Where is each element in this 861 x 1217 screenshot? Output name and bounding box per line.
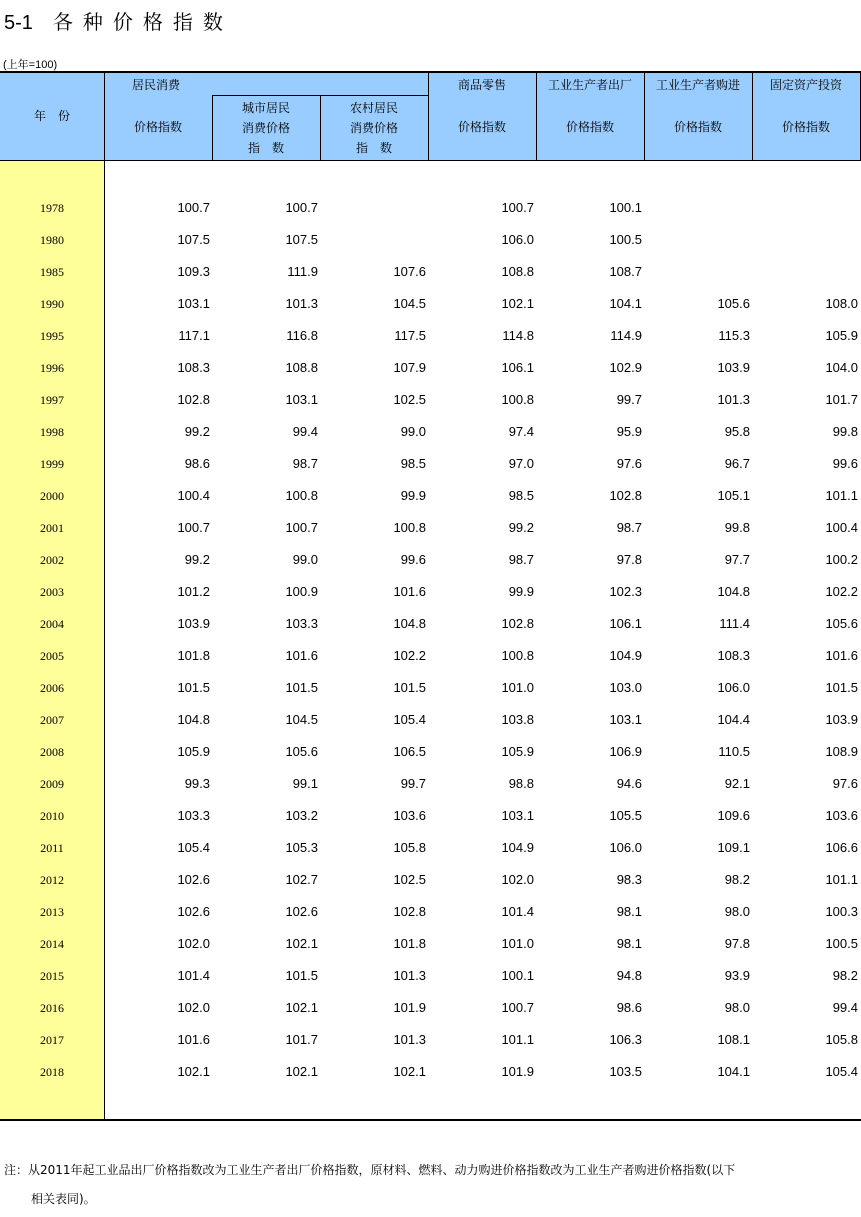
purchase-index-cell: 108.1 bbox=[717, 1032, 750, 1047]
cpi-cell: 102.0 bbox=[177, 1000, 210, 1015]
cpi-cell: 109.3 bbox=[177, 264, 210, 279]
ppi-cell: 95.9 bbox=[616, 424, 642, 439]
year-cell: 2003 bbox=[40, 585, 64, 599]
table-row bbox=[0, 584, 861, 616]
ppi-cell: 102.9 bbox=[609, 360, 642, 375]
ppi-cell: 103.0 bbox=[609, 680, 642, 695]
table-body bbox=[0, 200, 861, 1096]
urban-cpi-cell: 103.3 bbox=[285, 616, 318, 631]
retail-index-cell: 102.1 bbox=[501, 296, 534, 311]
purchase-index-cell: 104.4 bbox=[717, 712, 750, 727]
table-row bbox=[0, 840, 861, 872]
header-urban bbox=[212, 98, 320, 158]
header-ppi-bottom: 价格指数 bbox=[565, 120, 614, 134]
urban-cpi-cell: 102.1 bbox=[285, 1064, 318, 1079]
fixed-asset-index-cell: 97.6 bbox=[832, 776, 858, 791]
rural-cpi-cell: 98.5 bbox=[400, 456, 426, 471]
table-row bbox=[0, 392, 861, 424]
fixed-asset-index-cell: 100.4 bbox=[825, 520, 858, 535]
ppi-cell: 108.7 bbox=[609, 264, 642, 279]
purchase-index-cell: 92.1 bbox=[724, 776, 750, 791]
fixed-asset-index-cell: 99.4 bbox=[832, 1000, 858, 1015]
footnote-continuation: 相关表同)。 bbox=[31, 1192, 96, 1206]
header-urban-line: 消费价格 bbox=[241, 121, 290, 135]
retail-index-cell: 98.7 bbox=[508, 552, 534, 567]
header-retail-top: 商品零售 bbox=[457, 78, 506, 92]
ppi-cell: 100.1 bbox=[609, 200, 642, 215]
retail-index-cell: 105.9 bbox=[501, 744, 534, 759]
ppi-cell: 104.1 bbox=[609, 296, 642, 311]
fixed-asset-index-cell: 101.5 bbox=[825, 680, 858, 695]
urban-cpi-cell: 102.7 bbox=[285, 872, 318, 887]
urban-cpi-cell: 101.3 bbox=[285, 296, 318, 311]
ppi-cell: 98.7 bbox=[616, 520, 642, 535]
retail-index-cell: 101.0 bbox=[501, 680, 534, 695]
header-resident-group: 居民消费 bbox=[132, 78, 181, 92]
unit-label: (上年=100) bbox=[3, 59, 58, 71]
rural-cpi-cell: 105.8 bbox=[393, 840, 426, 855]
cpi-cell: 101.2 bbox=[177, 584, 210, 599]
header-rural-line: 消费价格 bbox=[349, 121, 398, 135]
ppi-cell: 104.9 bbox=[609, 648, 642, 663]
cpi-cell: 105.9 bbox=[177, 744, 210, 759]
year-cell: 1998 bbox=[40, 425, 64, 439]
urban-cpi-cell: 101.6 bbox=[285, 648, 318, 663]
urban-cpi-cell: 99.4 bbox=[292, 424, 318, 439]
year-cell: 2002 bbox=[40, 553, 64, 567]
table-row bbox=[0, 680, 861, 712]
cpi-cell: 103.1 bbox=[177, 296, 210, 311]
fixed-asset-index-cell: 100.5 bbox=[825, 936, 858, 951]
year-cell: 1980 bbox=[40, 233, 64, 247]
table-row bbox=[0, 872, 861, 904]
purchase-index-cell: 95.8 bbox=[724, 424, 750, 439]
retail-index-cell: 100.8 bbox=[501, 648, 534, 663]
fixed-asset-index-cell: 98.2 bbox=[832, 968, 858, 983]
ppi-cell: 98.1 bbox=[616, 936, 642, 951]
year-cell: 1997 bbox=[40, 393, 64, 407]
cpi-cell: 99.2 bbox=[184, 424, 210, 439]
header-urban-line: 指 数 bbox=[247, 141, 284, 155]
retail-index-cell: 100.7 bbox=[501, 1000, 534, 1015]
retail-index-cell: 103.1 bbox=[501, 808, 534, 823]
fixed-asset-index-cell: 105.4 bbox=[825, 1064, 858, 1079]
table-row bbox=[0, 936, 861, 968]
rural-cpi-cell: 102.2 bbox=[393, 648, 426, 663]
urban-cpi-cell: 108.8 bbox=[285, 360, 318, 375]
cpi-cell: 100.7 bbox=[177, 200, 210, 215]
fixed-asset-index-cell: 108.9 bbox=[825, 744, 858, 759]
ppi-cell: 114.9 bbox=[610, 328, 642, 343]
footnote: 注：从2011年起工业品出厂价格指数改为工业生产者出厂价格指数，原材料、燃料、动力购进价格指数改为工业生产者购进价格指数(以下 bbox=[4, 1163, 736, 1177]
urban-cpi-cell: 102.6 bbox=[285, 904, 318, 919]
retail-index-cell: 99.9 bbox=[508, 584, 534, 599]
year-cell: 2018 bbox=[40, 1065, 64, 1079]
urban-cpi-cell: 100.9 bbox=[285, 584, 318, 599]
urban-cpi-cell: 102.1 bbox=[285, 1000, 318, 1015]
year-cell: 2011 bbox=[40, 841, 64, 855]
ppi-cell: 94.8 bbox=[616, 968, 642, 983]
year-cell: 2006 bbox=[40, 681, 64, 695]
fixed-asset-index-cell: 101.1 bbox=[825, 488, 858, 503]
fixed-asset-index-cell: 99.8 bbox=[832, 424, 858, 439]
table-row bbox=[0, 360, 861, 392]
retail-index-cell: 103.8 bbox=[501, 712, 534, 727]
table-row bbox=[0, 200, 861, 232]
retail-index-cell: 108.8 bbox=[501, 264, 534, 279]
purchase-index-cell: 97.7 bbox=[724, 552, 750, 567]
fixed-asset-index-cell: 108.0 bbox=[825, 296, 858, 311]
urban-cpi-cell: 100.7 bbox=[285, 200, 318, 215]
header-year: 年 份 bbox=[33, 109, 70, 123]
table-row bbox=[0, 1000, 861, 1032]
table-row bbox=[0, 520, 861, 552]
year-cell: 1996 bbox=[40, 361, 64, 375]
fixed-asset-index-cell: 99.6 bbox=[832, 456, 858, 471]
retail-index-cell: 98.5 bbox=[508, 488, 534, 503]
purchase-index-cell: 93.9 bbox=[724, 968, 750, 983]
cpi-cell: 100.7 bbox=[177, 520, 210, 535]
rural-cpi-cell: 99.7 bbox=[400, 776, 426, 791]
purchase-index-cell: 103.9 bbox=[717, 360, 750, 375]
header-purchase-top: 工业生产者购进 bbox=[655, 78, 740, 92]
rural-cpi-cell: 102.1 bbox=[393, 1064, 426, 1079]
ppi-cell: 98.3 bbox=[616, 872, 642, 887]
rural-cpi-cell: 117.5 bbox=[394, 328, 426, 343]
urban-cpi-cell: 103.2 bbox=[285, 808, 318, 823]
rural-cpi-cell: 106.5 bbox=[393, 744, 426, 759]
header-urban-line: 城市居民 bbox=[241, 101, 290, 115]
fixed-asset-index-cell: 105.6 bbox=[825, 616, 858, 631]
cpi-cell: 103.9 bbox=[177, 616, 210, 631]
retail-index-cell: 98.8 bbox=[508, 776, 534, 791]
urban-cpi-cell: 101.7 bbox=[285, 1032, 318, 1047]
rural-cpi-cell: 107.6 bbox=[393, 264, 426, 279]
purchase-index-cell: 96.7 bbox=[724, 456, 750, 471]
rural-cpi-cell: 99.6 bbox=[400, 552, 426, 567]
year-cell: 2012 bbox=[40, 873, 64, 887]
table-row bbox=[0, 328, 861, 360]
fixed-asset-index-cell: 100.3 bbox=[825, 904, 858, 919]
retail-index-cell: 97.4 bbox=[508, 424, 534, 439]
bottom-rule bbox=[0, 1119, 861, 1121]
urban-cpi-cell: 101.5 bbox=[285, 968, 318, 983]
table-row bbox=[0, 744, 861, 776]
cpi-cell: 117.1 bbox=[178, 328, 210, 343]
urban-cpi-cell: 105.3 bbox=[285, 840, 318, 855]
year-cell: 1978 bbox=[40, 201, 64, 215]
year-cell: 2000 bbox=[40, 489, 64, 503]
ppi-cell: 105.5 bbox=[609, 808, 642, 823]
ppi-cell: 99.7 bbox=[616, 392, 642, 407]
retail-index-cell: 102.8 bbox=[501, 616, 534, 631]
fixed-asset-index-cell: 100.2 bbox=[825, 552, 858, 567]
header-rural-line: 农村居民 bbox=[349, 101, 398, 115]
fixed-asset-index-cell: 105.9 bbox=[825, 328, 858, 343]
ppi-cell: 94.6 bbox=[616, 776, 642, 791]
cpi-cell: 105.4 bbox=[177, 840, 210, 855]
ppi-cell: 102.3 bbox=[609, 584, 642, 599]
purchase-index-cell: 115.3 bbox=[718, 328, 750, 343]
year-cell: 2014 bbox=[40, 937, 64, 951]
year-cell: 2016 bbox=[40, 1001, 64, 1015]
rural-cpi-cell: 102.8 bbox=[393, 904, 426, 919]
header-ppi-top: 工业生产者出厂 bbox=[547, 78, 632, 92]
retail-index-cell: 101.0 bbox=[501, 936, 534, 951]
cpi-cell: 100.4 bbox=[177, 488, 210, 503]
rural-cpi-cell: 101.8 bbox=[393, 936, 426, 951]
year-cell: 2013 bbox=[40, 905, 64, 919]
table-row bbox=[0, 488, 861, 520]
urban-cpi-cell: 101.5 bbox=[285, 680, 318, 695]
retail-index-cell: 97.0 bbox=[508, 456, 534, 471]
table-row bbox=[0, 616, 861, 648]
purchase-index-cell: 104.8 bbox=[717, 584, 750, 599]
table-row bbox=[0, 904, 861, 936]
rural-cpi-cell: 101.9 bbox=[393, 1000, 426, 1015]
purchase-index-cell: 105.6 bbox=[717, 296, 750, 311]
cpi-cell: 99.2 bbox=[184, 552, 210, 567]
urban-cpi-cell: 111.9 bbox=[287, 264, 318, 279]
header-fixed-top: 固定资产投资 bbox=[769, 78, 842, 92]
cpi-cell: 101.5 bbox=[177, 680, 210, 695]
year-cell: 2008 bbox=[40, 745, 64, 759]
header-purchase-bottom: 价格指数 bbox=[673, 120, 722, 134]
purchase-index-cell: 108.3 bbox=[717, 648, 750, 663]
rural-cpi-cell: 107.9 bbox=[393, 360, 426, 375]
rural-cpi-cell: 100.8 bbox=[393, 520, 426, 535]
fixed-asset-index-cell: 101.6 bbox=[825, 648, 858, 663]
page-title bbox=[4, 6, 233, 35]
purchase-index-cell: 98.2 bbox=[724, 872, 750, 887]
purchase-index-cell: 110.5 bbox=[718, 744, 750, 759]
table-row bbox=[0, 808, 861, 840]
table-row bbox=[0, 424, 861, 456]
year-cell: 2005 bbox=[40, 649, 64, 663]
year-cell: 2001 bbox=[40, 521, 64, 535]
table-row bbox=[0, 648, 861, 680]
header-bottom-rule bbox=[0, 160, 861, 161]
cpi-cell: 102.0 bbox=[177, 936, 210, 951]
purchase-index-cell: 109.6 bbox=[717, 808, 750, 823]
ppi-cell: 97.6 bbox=[616, 456, 642, 471]
ppi-cell: 106.1 bbox=[609, 616, 642, 631]
cpi-cell: 102.6 bbox=[177, 872, 210, 887]
fixed-asset-index-cell: 101.7 bbox=[825, 392, 858, 407]
retail-index-cell: 114.8 bbox=[502, 328, 534, 343]
retail-index-cell: 101.1 bbox=[501, 1032, 534, 1047]
fixed-asset-index-cell: 105.8 bbox=[825, 1032, 858, 1047]
cpi-cell: 101.6 bbox=[177, 1032, 210, 1047]
retail-index-cell: 106.1 bbox=[501, 360, 534, 375]
urban-cpi-cell: 105.6 bbox=[285, 744, 318, 759]
rural-cpi-cell: 101.3 bbox=[393, 1032, 426, 1047]
year-cell: 1990 bbox=[40, 297, 64, 311]
table-row bbox=[0, 296, 861, 328]
cpi-cell: 101.4 bbox=[177, 968, 210, 983]
rural-cpi-cell: 101.5 bbox=[393, 680, 426, 695]
cpi-cell: 99.3 bbox=[184, 776, 210, 791]
rural-cpi-cell: 99.0 bbox=[400, 424, 426, 439]
table-row bbox=[0, 1064, 861, 1096]
rural-cpi-cell: 103.6 bbox=[393, 808, 426, 823]
fixed-asset-index-cell: 101.1 bbox=[825, 872, 858, 887]
year-cell: 2009 bbox=[40, 777, 64, 791]
purchase-index-cell: 98.0 bbox=[724, 904, 750, 919]
urban-cpi-cell: 116.8 bbox=[286, 328, 318, 343]
ppi-cell: 103.5 bbox=[609, 1064, 642, 1079]
purchase-index-cell: 98.0 bbox=[724, 1000, 750, 1015]
urban-cpi-cell: 99.1 bbox=[292, 776, 318, 791]
year-cell: 2017 bbox=[40, 1033, 64, 1047]
cpi-cell: 103.3 bbox=[177, 808, 210, 823]
retail-index-cell: 102.0 bbox=[501, 872, 534, 887]
table-row bbox=[0, 552, 861, 584]
year-cell: 1999 bbox=[40, 457, 64, 471]
top-rule bbox=[0, 71, 861, 73]
table-row bbox=[0, 456, 861, 488]
retail-index-cell: 100.7 bbox=[501, 200, 534, 215]
purchase-index-cell: 99.8 bbox=[724, 520, 750, 535]
year-cell: 2015 bbox=[40, 969, 64, 983]
cpi-cell: 98.6 bbox=[184, 456, 210, 471]
rural-cpi-cell: 99.9 bbox=[400, 488, 426, 503]
table-row bbox=[0, 968, 861, 1000]
rural-cpi-cell: 104.5 bbox=[393, 296, 426, 311]
ppi-cell: 106.0 bbox=[609, 840, 642, 855]
table-row bbox=[0, 776, 861, 808]
header-retail-bottom: 价格指数 bbox=[457, 120, 506, 134]
urban-cpi-cell: 107.5 bbox=[285, 232, 318, 247]
table-row bbox=[0, 264, 861, 296]
ppi-cell: 98.1 bbox=[616, 904, 642, 919]
fixed-asset-index-cell: 104.0 bbox=[825, 360, 858, 375]
table-title: 各种价格指数 bbox=[52, 10, 233, 34]
ppi-cell: 97.8 bbox=[616, 552, 642, 567]
table-row bbox=[0, 232, 861, 264]
purchase-index-cell: 104.1 bbox=[717, 1064, 750, 1079]
purchase-index-cell: 109.1 bbox=[717, 840, 750, 855]
cpi-cell: 102.8 bbox=[177, 392, 210, 407]
fixed-asset-index-cell: 102.2 bbox=[825, 584, 858, 599]
purchase-index-cell: 111.4 bbox=[719, 616, 750, 631]
urban-cpi-cell: 99.0 bbox=[292, 552, 318, 567]
ppi-cell: 106.3 bbox=[609, 1032, 642, 1047]
urban-cpi-cell: 102.1 bbox=[285, 936, 318, 951]
cpi-cell: 107.5 bbox=[177, 232, 210, 247]
ppi-cell: 103.1 bbox=[609, 712, 642, 727]
rural-cpi-cell: 102.5 bbox=[393, 392, 426, 407]
ppi-cell: 102.8 bbox=[609, 488, 642, 503]
header-divider bbox=[104, 73, 105, 160]
cpi-cell: 108.3 bbox=[177, 360, 210, 375]
table-number: 5-1 bbox=[4, 12, 33, 34]
ppi-cell: 106.9 bbox=[609, 744, 642, 759]
retail-index-cell: 104.9 bbox=[501, 840, 534, 855]
cpi-cell: 101.8 bbox=[177, 648, 210, 663]
fixed-asset-index-cell: 103.9 bbox=[825, 712, 858, 727]
fixed-asset-index-cell: 106.6 bbox=[825, 840, 858, 855]
cpi-cell: 102.6 bbox=[177, 904, 210, 919]
urban-cpi-cell: 98.7 bbox=[292, 456, 318, 471]
urban-cpi-cell: 100.7 bbox=[285, 520, 318, 535]
ppi-cell: 98.6 bbox=[616, 1000, 642, 1015]
purchase-index-cell: 106.0 bbox=[717, 680, 750, 695]
purchase-index-cell: 97.8 bbox=[724, 936, 750, 951]
fixed-asset-index-cell: 103.6 bbox=[825, 808, 858, 823]
retail-index-cell: 100.1 bbox=[501, 968, 534, 983]
table-row bbox=[0, 712, 861, 744]
header-resident-index: 价格指数 bbox=[133, 120, 182, 134]
cpi-cell: 102.1 bbox=[177, 1064, 210, 1079]
year-cell: 2004 bbox=[40, 617, 64, 631]
year-cell: 2007 bbox=[40, 713, 64, 727]
header-subdivider bbox=[212, 95, 428, 96]
header-rural-line: 指 数 bbox=[355, 141, 392, 155]
header-fixed-bottom: 价格指数 bbox=[781, 120, 830, 134]
table-row bbox=[0, 1032, 861, 1064]
rural-cpi-cell: 101.6 bbox=[393, 584, 426, 599]
year-cell: 1995 bbox=[40, 329, 64, 343]
rural-cpi-cell: 104.8 bbox=[393, 616, 426, 631]
retail-index-cell: 101.4 bbox=[501, 904, 534, 919]
rural-cpi-cell: 102.5 bbox=[393, 872, 426, 887]
retail-index-cell: 100.8 bbox=[501, 392, 534, 407]
rural-cpi-cell: 101.3 bbox=[393, 968, 426, 983]
urban-cpi-cell: 103.1 bbox=[285, 392, 318, 407]
urban-cpi-cell: 104.5 bbox=[285, 712, 318, 727]
purchase-index-cell: 101.3 bbox=[717, 392, 750, 407]
ppi-cell: 100.5 bbox=[609, 232, 642, 247]
urban-cpi-cell: 100.8 bbox=[285, 488, 318, 503]
retail-index-cell: 101.9 bbox=[501, 1064, 534, 1079]
retail-index-cell: 99.2 bbox=[508, 520, 534, 535]
purchase-index-cell: 105.1 bbox=[717, 488, 750, 503]
cpi-cell: 104.8 bbox=[177, 712, 210, 727]
rural-cpi-cell: 105.4 bbox=[393, 712, 426, 727]
header-rural bbox=[320, 98, 428, 158]
retail-index-cell: 106.0 bbox=[501, 232, 534, 247]
year-cell: 1985 bbox=[40, 265, 64, 279]
year-cell: 2010 bbox=[40, 809, 64, 823]
